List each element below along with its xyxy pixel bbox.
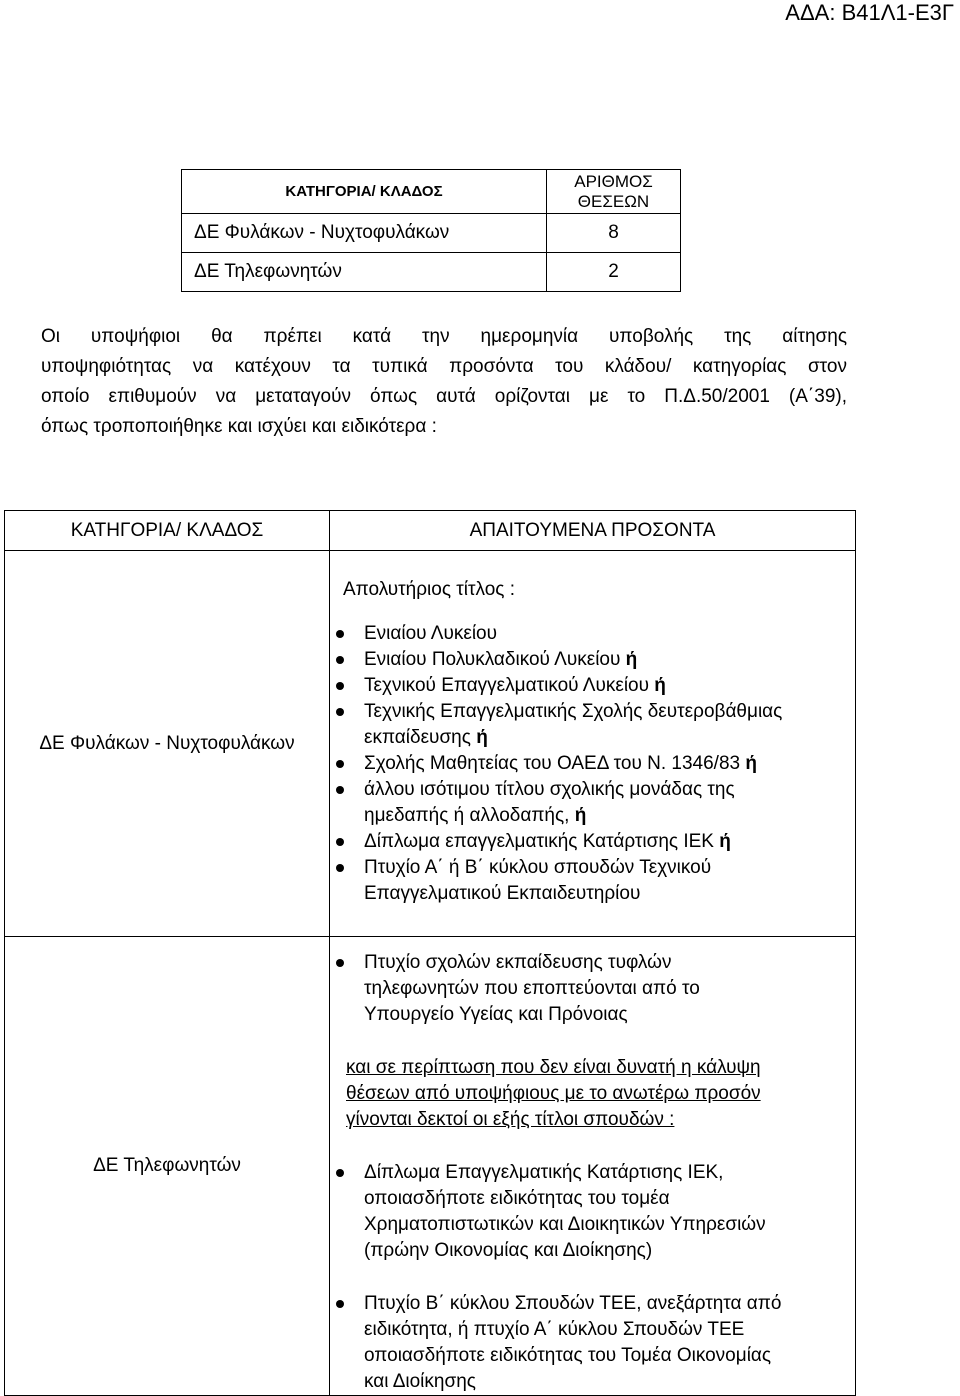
bullet-icon xyxy=(336,864,344,872)
list-item-text: Δίπλωμα επαγγελματικής Κατάρτισης ΙΕΚ xyxy=(364,831,714,852)
positions-header-line2: ΘΕΣΕΩΝ xyxy=(577,191,650,211)
list-item-text: Τεχνικού Επαγγελματικού Λυκείου xyxy=(364,675,649,696)
bullet-icon xyxy=(336,1300,344,1308)
list-item xyxy=(330,673,790,699)
table-row-positions: 2 xyxy=(547,253,681,292)
qualifications-table xyxy=(4,510,856,1396)
requirements-intro: Απολυτήριος τίτλος : xyxy=(343,579,515,600)
list-item-text: Πτυχίο Β΄ κύκλου Σπουδών ΤΕΕ, ανεξάρτητα από ειδικότητα, ή πτυχίο Α΄ κύκλου Σπουδών ΤΕΕ οποιασδήποτε ειδικότητας του Τομέα Οικονομίας και Διοίκησης xyxy=(364,1293,782,1392)
positions-header xyxy=(547,170,681,214)
table-row-category: ΔΕ Τηλεφωνητών xyxy=(182,253,547,292)
list-item-text: Ενιαίου Λυκείου xyxy=(364,623,498,644)
bullet-icon xyxy=(336,630,344,638)
list-item-or: ή xyxy=(745,753,757,774)
list-item-text: Πτυχίο σχολών εκπαίδευσης τυφλών τηλεφωνητών που εποπτεύονται από το Υπουργείο Υγείας και Πρόνοιας xyxy=(364,952,700,1025)
list-item xyxy=(330,1291,800,1395)
list-item-or: ή xyxy=(574,805,587,826)
requirements-list xyxy=(330,621,790,907)
requirements-cell xyxy=(330,551,856,937)
list-item-or: ή xyxy=(476,727,488,748)
category-header: ΚΑΤΗΓΟΡΙΑ/ ΚΛΑΔΟΣ xyxy=(182,170,547,214)
requirements-cell xyxy=(330,937,856,1396)
list-item-or: ή xyxy=(625,649,638,670)
alternative-list xyxy=(330,1160,800,1395)
list-item-text: Τεχνικής Επαγγελματικής Σχολής δευτεροβάθμιας εκπαίδευσης xyxy=(364,701,783,748)
list-item-text: Πτυχίο Α΄ ή Β΄ κύκλου σπουδών Τεχνικού Επαγγελματικού Εκπαιδευτηρίου xyxy=(364,857,712,904)
requirements-list xyxy=(330,950,750,1028)
bullet-icon xyxy=(336,786,344,794)
paragraph-line: υποψηφιότητας να κατέχουν τα τυπικά προσόντα του κλάδου/ κατηγορίας στον xyxy=(41,356,847,377)
bullet-icon xyxy=(336,656,344,664)
list-item xyxy=(330,950,750,1028)
category-header: ΚΑΤΗΓΟΡΙΑ/ ΚΛΑΔΟΣ xyxy=(5,511,330,551)
list-item xyxy=(330,699,790,751)
ada-code: ΑΔΑ: Β41Λ1-Ε3Γ xyxy=(785,0,954,25)
table-row-positions: 8 xyxy=(547,214,681,253)
list-item xyxy=(330,1160,800,1264)
qualifications-paragraph xyxy=(41,322,847,442)
bullet-icon xyxy=(336,708,344,716)
positions-table xyxy=(181,169,681,292)
list-item-text: Δίπλωμα Επαγγελματικής Κατάρτισης ΙΕΚ, οποιασδήποτε ειδικότητας του τομέα Χρηματοπιστωτικών και Διοικητικών Υπηρεσιών (πρώην Οικονομίας και Διοίκησης) xyxy=(364,1162,766,1261)
alternative-note: και σε περίπτωση που δεν είναι δυνατή η κάλυψη θέσεων από υποψήφιους με το ανωτέρω προσόν γίνονται δεκτοί οι εξής τίτλοι σπουδών : xyxy=(346,1057,761,1130)
bullet-icon xyxy=(336,760,344,768)
list-item xyxy=(330,855,790,907)
category-cell: ΔΕ Τηλεφωνητών xyxy=(5,937,330,1396)
bullet-icon xyxy=(336,1169,344,1177)
list-item xyxy=(330,777,790,829)
list-item xyxy=(330,829,790,855)
list-item-or: ή xyxy=(719,831,731,852)
requirements-header: ΑΠΑΙΤΟΥΜΕΝΑ ΠΡΟΣΟΝΤΑ xyxy=(330,511,856,551)
list-item xyxy=(330,751,790,777)
list-item-text: άλλου ισότιμου τίτλου σχολικής μονάδας της ημεδαπής ή αλλοδαπής, xyxy=(364,779,735,826)
paragraph-line: όπως τροποποιήθηκε και ισχύει και ειδικότερα : xyxy=(41,416,437,437)
list-item-text: Ενιαίου Πολυκλαδικού Λυκείου xyxy=(364,649,621,670)
list-item-text: Σχολής Μαθητείας του ΟΑΕΔ του Ν. 1346/83 xyxy=(364,753,741,774)
bullet-icon xyxy=(336,838,344,846)
paragraph-line: Οι υποψήφιοι θα πρέπει κατά την ημερομηνία υποβολής της αίτησης xyxy=(41,326,847,347)
category-cell: ΔΕ Φυλάκων - Νυχτοφυλάκων xyxy=(5,551,330,937)
bullet-icon xyxy=(336,959,344,967)
list-item xyxy=(330,621,790,647)
bullet-icon xyxy=(336,682,344,690)
table-row-category: ΔΕ Φυλάκων - Νυχτοφυλάκων xyxy=(182,214,547,253)
list-item-or: ή xyxy=(654,675,666,696)
list-item xyxy=(330,647,790,673)
paragraph-line: οποίο επιθυμούν να μεταταγούν όπως αυτά ορίζονται με το Π.Δ.50/2001 (Α΄39), xyxy=(41,386,847,407)
positions-header-line1: ΑΡΙΘΜΟΣ xyxy=(574,171,653,191)
